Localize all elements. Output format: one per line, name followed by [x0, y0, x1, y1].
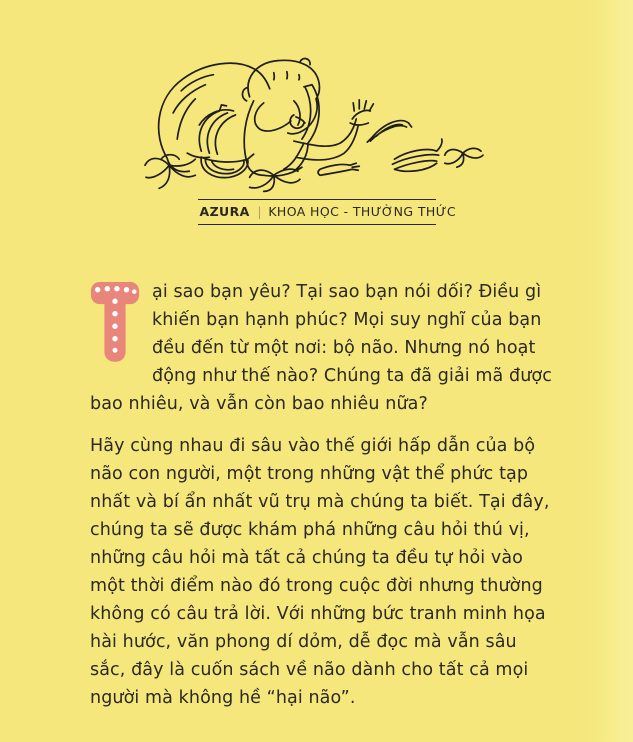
dropcap-letter-t: [90, 282, 140, 364]
publisher-series-line: [198, 199, 456, 225]
monkey-illustration-svg: [143, 56, 485, 194]
dropcap-t-shape: [90, 282, 140, 363]
description-text-block: [90, 278, 556, 712]
paragraph-2-text: Hãy cùng nhau đi sâu vào thế giới hấp dẫn của bộ não con người, một trong những vật thể phức tạp nhất và bí ẩn nhất vũ trụ mà chúng ta biết. Tại đây, chúng ta sẽ được khám phá những câu hỏi thú vị, những câu hỏi mà tất cả chúng ta đều tự hỏi vào một thời điểm nào đó trong cuộc đời nhưng thường không có câu trả lời. Với những bức tranh minh họa hài hước, văn phong dí dỏm, dễ đọc mà vẫn sâu sắc, đây là cuốn sách về não dành cho tất cả mọi người mà không hề “hại não”.: [90, 436, 550, 708]
paragraph-2: [90, 432, 556, 712]
series-category: KHOA HỌC - THƯỜNG THỨC: [268, 204, 456, 219]
monkey-body-lines: [159, 59, 374, 177]
paragraph-1-text: ại sao bạn yêu? Tại sao bạn nói dối? Điều gì khiến bạn hạnh phúc? Mọi suy nghĩ của bạn đều đến từ một nơi: bộ não. Nhưng nó hoạt động như thế nào? Chúng ta đã giải mã được bao nhiêu, và vẫn còn bao nhiêu nữa?: [90, 282, 552, 414]
publisher-name: AZURA: [199, 204, 250, 219]
paragraph-1: [90, 278, 556, 418]
publisher-divider: |: [257, 204, 261, 219]
banana-bunches: [199, 105, 442, 178]
monkey-bananas-illustration: [143, 56, 485, 194]
